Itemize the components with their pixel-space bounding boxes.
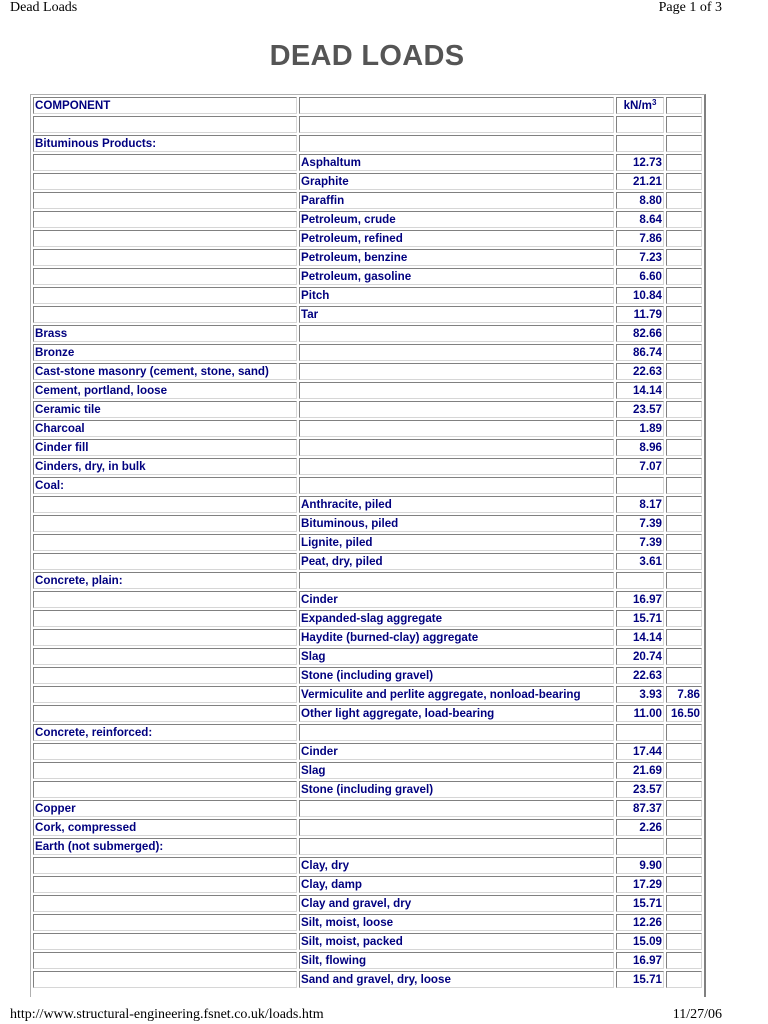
value-cell: 8.17	[616, 496, 664, 513]
subcomponent-cell	[299, 344, 614, 361]
table-row	[33, 534, 702, 551]
value-cell: 21.21	[616, 173, 664, 190]
subcomponent-cell	[299, 135, 614, 152]
value-cell: 87.37	[616, 800, 664, 817]
subcomponent-cell: Graphite	[299, 173, 614, 190]
table-row	[33, 895, 702, 912]
subcomponent-cell: Silt, flowing	[299, 952, 614, 969]
value2-cell	[666, 800, 702, 817]
value-cell: 2.26	[616, 819, 664, 836]
subcomponent-cell	[299, 838, 614, 855]
value2-cell	[666, 477, 702, 494]
value-cell: 86.74	[616, 344, 664, 361]
subcomponent-cell: Asphaltum	[299, 154, 614, 171]
subcomponent-cell	[299, 458, 614, 475]
subcomponent-cell: Clay, damp	[299, 876, 614, 893]
value-cell: 17.44	[616, 743, 664, 760]
value-cell: 3.93	[616, 686, 664, 703]
value-cell: 22.63	[616, 667, 664, 684]
value2-cell	[666, 610, 702, 627]
unit-label: kN/m	[623, 99, 652, 112]
subcomponent-cell	[299, 420, 614, 437]
table-row	[33, 458, 702, 475]
dead-loads-table-container	[30, 94, 706, 997]
value2-cell	[666, 952, 702, 969]
table-row	[33, 249, 702, 266]
table-row	[33, 819, 702, 836]
subcomponent-cell: Vermiculite and perlite aggregate, nonload-bearing	[299, 686, 614, 703]
component-cell	[33, 553, 297, 570]
subcomponent-cell	[299, 401, 614, 418]
value2-cell	[666, 534, 702, 551]
value2-cell	[666, 458, 702, 475]
subcomponent-cell	[299, 724, 614, 741]
table-row	[33, 173, 702, 190]
table-row	[33, 800, 702, 817]
table-row	[33, 876, 702, 893]
subcomponent-cell: Stone (including gravel)	[299, 667, 614, 684]
value-cell: 7.86	[616, 230, 664, 247]
table-header-row	[33, 97, 702, 114]
component-cell	[33, 952, 297, 969]
table-body	[33, 116, 702, 988]
component-cell: Concrete, plain:	[33, 572, 297, 589]
subcomponent-cell	[299, 363, 614, 380]
subcomponent-cell: Slag	[299, 762, 614, 779]
subcomponent-cell: Bituminous, piled	[299, 515, 614, 532]
value2-cell	[666, 515, 702, 532]
table-row	[33, 154, 702, 171]
table-row	[33, 401, 702, 418]
component-cell: Charcoal	[33, 420, 297, 437]
table-row	[33, 477, 702, 494]
subcomponent-cell	[299, 572, 614, 589]
table-row	[33, 230, 702, 247]
subcomponent-cell: Expanded-slag aggregate	[299, 610, 614, 627]
subcomponent-cell: Cinder	[299, 591, 614, 608]
value2-cell	[666, 838, 702, 855]
subcomponent-cell: Petroleum, crude	[299, 211, 614, 228]
value2-cell	[666, 325, 702, 342]
subcomponent-cell: Lignite, piled	[299, 534, 614, 551]
value-cell	[616, 116, 664, 133]
value2-cell	[666, 116, 702, 133]
component-cell	[33, 154, 297, 171]
table-row	[33, 952, 702, 969]
component-cell	[33, 268, 297, 285]
value-cell: 14.14	[616, 382, 664, 399]
subcomponent-cell: Stone (including gravel)	[299, 781, 614, 798]
value-cell	[616, 838, 664, 855]
table-row	[33, 857, 702, 874]
value2-cell	[666, 971, 702, 988]
table-row	[33, 743, 702, 760]
component-cell	[33, 249, 297, 266]
component-cell	[33, 287, 297, 304]
component-cell	[33, 781, 297, 798]
component-cell: Bituminous Products:	[33, 135, 297, 152]
value-cell: 8.96	[616, 439, 664, 456]
value-cell: 23.57	[616, 781, 664, 798]
component-cell: Cement, portland, loose	[33, 382, 297, 399]
subcomponent-cell	[299, 819, 614, 836]
component-cell	[33, 192, 297, 209]
value-cell: 15.71	[616, 971, 664, 988]
value2-cell	[666, 629, 702, 646]
table-row	[33, 268, 702, 285]
component-cell: Bronze	[33, 344, 297, 361]
value2-cell	[666, 667, 702, 684]
subcomponent-cell	[299, 325, 614, 342]
value2-cell	[666, 211, 702, 228]
subcomponent-cell	[299, 477, 614, 494]
value-cell: 10.84	[616, 287, 664, 304]
value2-cell	[666, 743, 702, 760]
value2-cell	[666, 306, 702, 323]
component-cell	[33, 534, 297, 551]
value2-cell	[666, 173, 702, 190]
value2-cell	[666, 895, 702, 912]
unit-header	[616, 97, 664, 114]
page-number: Page 1 of 3	[658, 0, 722, 15]
value-cell: 16.97	[616, 952, 664, 969]
table-row	[33, 610, 702, 627]
value-cell: 7.39	[616, 515, 664, 532]
component-cell	[33, 895, 297, 912]
component-cell	[33, 686, 297, 703]
component-cell	[33, 211, 297, 228]
table-row	[33, 306, 702, 323]
value2-cell	[666, 762, 702, 779]
table-row	[33, 724, 702, 741]
value2-cell	[666, 876, 702, 893]
table-row	[33, 420, 702, 437]
component-cell	[33, 705, 297, 722]
component-cell	[33, 648, 297, 665]
component-cell: Cork, compressed	[33, 819, 297, 836]
value-cell: 9.90	[616, 857, 664, 874]
dead-loads-table	[31, 95, 704, 990]
table-row	[33, 496, 702, 513]
component-cell	[33, 762, 297, 779]
table-row	[33, 686, 702, 703]
subcomponent-cell	[299, 800, 614, 817]
value-cell: 20.74	[616, 648, 664, 665]
value-cell: 12.26	[616, 914, 664, 931]
value-cell: 11.00	[616, 705, 664, 722]
value2-cell	[666, 572, 702, 589]
value2-cell	[666, 933, 702, 950]
value2-cell	[666, 230, 702, 247]
value-cell: 21.69	[616, 762, 664, 779]
value2-cell	[666, 648, 702, 665]
value-cell: 17.29	[616, 876, 664, 893]
component-cell	[33, 914, 297, 931]
table-row	[33, 572, 702, 589]
component-cell: Brass	[33, 325, 297, 342]
value-cell: 15.09	[616, 933, 664, 950]
component-cell	[33, 857, 297, 874]
component-cell	[33, 591, 297, 608]
subcomponent-cell: Silt, moist, loose	[299, 914, 614, 931]
component-cell: Cinder fill	[33, 439, 297, 456]
value-cell: 3.61	[616, 553, 664, 570]
page-url: http://www.structural-engineering.fsnet.co.uk/loads.htm	[10, 1007, 324, 1022]
component-cell	[33, 933, 297, 950]
component-cell	[33, 610, 297, 627]
value2-cell	[666, 439, 702, 456]
component-cell	[33, 496, 297, 513]
subcomponent-cell: Tar	[299, 306, 614, 323]
value2-cell	[666, 154, 702, 171]
subcomponent-cell: Clay, dry	[299, 857, 614, 874]
table-row	[33, 648, 702, 665]
value2-cell	[666, 249, 702, 266]
table-row	[33, 781, 702, 798]
subcomponent-cell: Petroleum, gasoline	[299, 268, 614, 285]
value2-cell	[666, 496, 702, 513]
value-cell: 16.97	[616, 591, 664, 608]
unit-superscript: 3	[651, 98, 657, 107]
value-cell: 12.73	[616, 154, 664, 171]
subcomponent-cell: Petroleum, refined	[299, 230, 614, 247]
component-cell	[33, 306, 297, 323]
table-row	[33, 762, 702, 779]
value-cell: 8.80	[616, 192, 664, 209]
component-cell: Coal:	[33, 477, 297, 494]
value-cell	[616, 477, 664, 494]
component-cell	[33, 515, 297, 532]
component-cell	[33, 743, 297, 760]
value2-cell	[666, 420, 702, 437]
value2-cell	[666, 363, 702, 380]
value-cell: 14.14	[616, 629, 664, 646]
subcomponent-cell: Petroleum, benzine	[299, 249, 614, 266]
subcomponent-cell: Cinder	[299, 743, 614, 760]
value2-cell	[666, 268, 702, 285]
table-row	[33, 325, 702, 342]
value-cell: 23.57	[616, 401, 664, 418]
subcomponent-cell: Anthracite, piled	[299, 496, 614, 513]
subcomponent-cell	[299, 116, 614, 133]
table-row	[33, 705, 702, 722]
value-cell: 22.63	[616, 363, 664, 380]
value2-cell	[666, 553, 702, 570]
component-header: COMPONENT	[33, 97, 297, 114]
table-row	[33, 914, 702, 931]
table-row	[33, 971, 702, 988]
value2-cell	[666, 781, 702, 798]
component-cell: Cast-stone masonry (cement, stone, sand)	[33, 363, 297, 380]
value2-cell	[666, 382, 702, 399]
table-row	[33, 667, 702, 684]
subcomponent-cell: Other light aggregate, load-bearing	[299, 705, 614, 722]
value2-cell	[666, 724, 702, 741]
value-cell	[616, 135, 664, 152]
value2-cell: 16.50	[666, 705, 702, 722]
value-cell: 1.89	[616, 420, 664, 437]
value-cell: 8.64	[616, 211, 664, 228]
component-cell	[33, 230, 297, 247]
value2-cell	[666, 287, 702, 304]
table-row	[33, 629, 702, 646]
component-cell: Copper	[33, 800, 297, 817]
table-row	[33, 933, 702, 950]
table-row	[33, 838, 702, 855]
value-cell: 82.66	[616, 325, 664, 342]
table-row	[33, 553, 702, 570]
extra-header	[666, 97, 702, 114]
component-cell	[33, 971, 297, 988]
component-cell: Earth (not submerged):	[33, 838, 297, 855]
table-row	[33, 287, 702, 304]
value2-cell	[666, 819, 702, 836]
subcomponent-cell	[299, 439, 614, 456]
value2-cell	[666, 914, 702, 931]
table-row	[33, 135, 702, 152]
component-cell	[33, 667, 297, 684]
component-cell	[33, 173, 297, 190]
value-cell	[616, 572, 664, 589]
component-cell	[33, 876, 297, 893]
value2-cell	[666, 591, 702, 608]
table-row	[33, 439, 702, 456]
page-title: DEAD LOADS	[269, 40, 465, 72]
component-cell: Cinders, dry, in bulk	[33, 458, 297, 475]
component-cell: Ceramic tile	[33, 401, 297, 418]
value2-cell	[666, 135, 702, 152]
subcomponent-cell: Pitch	[299, 287, 614, 304]
print-date: 11/27/06	[672, 1007, 722, 1022]
value2-cell	[666, 344, 702, 361]
component-cell: Concrete, reinforced:	[33, 724, 297, 741]
table-row	[33, 591, 702, 608]
table-row	[33, 515, 702, 532]
subcomponent-cell: Slag	[299, 648, 614, 665]
value2-cell: 7.86	[666, 686, 702, 703]
value-cell: 6.60	[616, 268, 664, 285]
page-header-title: Dead Loads	[10, 0, 78, 15]
subcomponent-header	[299, 97, 614, 114]
subcomponent-cell: Sand and gravel, dry, loose	[299, 971, 614, 988]
table-row	[33, 382, 702, 399]
value2-cell	[666, 401, 702, 418]
value-cell: 15.71	[616, 895, 664, 912]
subcomponent-cell: Silt, moist, packed	[299, 933, 614, 950]
value2-cell	[666, 857, 702, 874]
subcomponent-cell	[299, 382, 614, 399]
value-cell: 7.23	[616, 249, 664, 266]
value2-cell	[666, 192, 702, 209]
component-cell	[33, 116, 297, 133]
value-cell	[616, 724, 664, 741]
value-cell: 7.39	[616, 534, 664, 551]
value-cell: 15.71	[616, 610, 664, 627]
subcomponent-cell: Haydite (burned-clay) aggregate	[299, 629, 614, 646]
table-row	[33, 363, 702, 380]
table-row	[33, 192, 702, 209]
table-row	[33, 344, 702, 361]
subcomponent-cell: Clay and gravel, dry	[299, 895, 614, 912]
subcomponent-cell: Peat, dry, piled	[299, 553, 614, 570]
value-cell: 11.79	[616, 306, 664, 323]
value-cell: 7.07	[616, 458, 664, 475]
component-cell	[33, 629, 297, 646]
table-row	[33, 211, 702, 228]
subcomponent-cell: Paraffin	[299, 192, 614, 209]
table-row	[33, 116, 702, 133]
